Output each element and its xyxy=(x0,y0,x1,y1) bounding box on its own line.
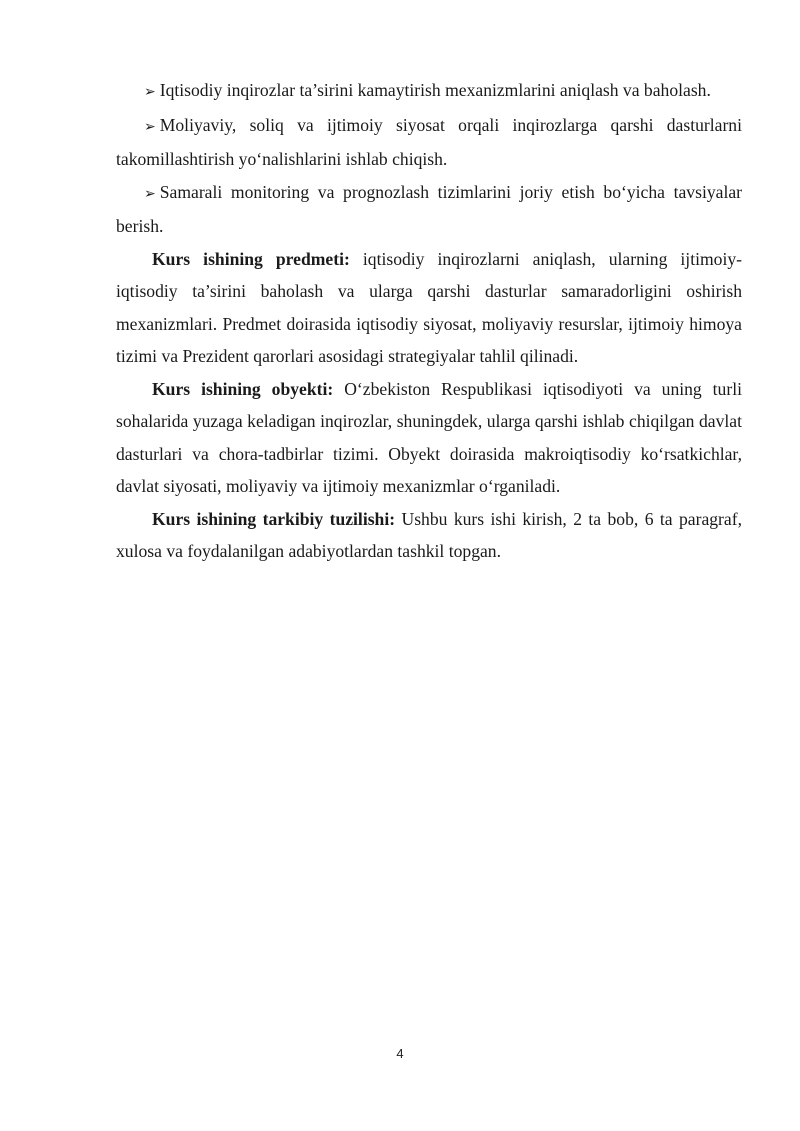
arrow-bullet-icon: ➢ xyxy=(144,185,156,202)
structure-text: Ushbu kurs ishi kirish, 2 ta bob, 6 ta paragraf, xulosa va foydalanilgan adabiyotlardan tashkil topgan. xyxy=(116,508,742,561)
object-paragraph xyxy=(116,373,742,503)
page-number: 4 xyxy=(396,1046,404,1061)
subject-text: iqtisodiy inqirozlarni aniqlash, ularning ijtimoiy-iqtisodiy ta’sirini baholash va ularga qarshi dasturlar samaradorligini oshirish mexanizmlari. Predmet doirasida iqtisodiy siyosat, moliyaviy resurslar, ijtimoiy himoya tizimi va Prezident qarorlari asosidagi strategiyalar tahlil qilinadi. xyxy=(116,248,742,366)
subject-term: Kurs ishining predmeti: xyxy=(152,248,350,269)
bullet-item xyxy=(116,74,742,109)
object-text: O‘zbekiston Respublikasi iqtisodiyoti va uning turli sohalarida yuzaga keladigan inqirozlar, shuningdek, ularga qarshi ishlab chiqilgan davlat dasturlari va chora-tadbirlar tizimi. Obyekt doirasida makroiqtisodiy ko‘rsatkichlar, davlat siyosati, moliyaviy va ijtimoiy mexanizmlar o‘rganiladi. xyxy=(116,378,742,496)
bullet-text: Moliyaviy, soliq va ijtimoiy siyosat orqali inqirozlarga qarshi dasturlarni takomillashtirish yo‘nalishlarini ishlab chiqish. xyxy=(116,114,742,169)
document-body xyxy=(116,74,742,568)
subject-paragraph xyxy=(116,243,742,373)
bullet-text: Samarali monitoring va prognozlash tizimlarini joriy etish bo‘yicha tavsiyalar berish. xyxy=(116,181,742,236)
structure-term: Kurs ishining tarkibiy tuzilishi: xyxy=(152,508,396,529)
arrow-bullet-icon: ➢ xyxy=(144,84,156,100)
object-term: Kurs ishining obyekti: xyxy=(152,378,334,399)
bullet-item xyxy=(116,109,742,176)
structure-paragraph xyxy=(116,503,742,568)
arrow-bullet-icon: ➢ xyxy=(144,118,156,135)
bullet-text: Iqtisodiy inqirozlar ta’sirini kamaytirish mexanizmlarini aniqlash va baholash. xyxy=(159,80,711,100)
bullet-item xyxy=(116,176,742,243)
